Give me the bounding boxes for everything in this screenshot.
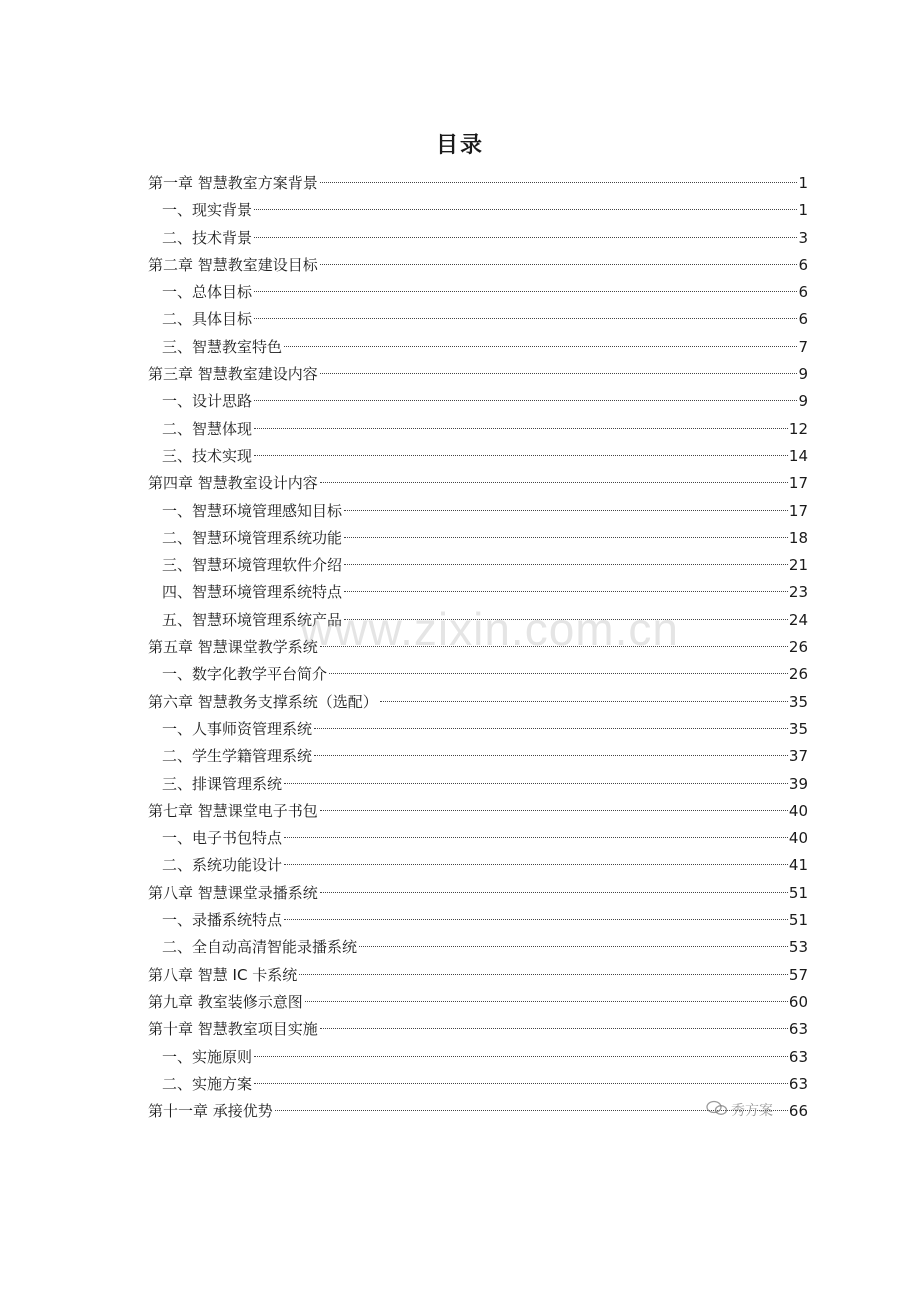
toc-entry-label: 一、实施原则 [162, 1047, 253, 1066]
toc-entry[interactable] [148, 634, 808, 661]
toc-entry-label: 第八章 智慧课堂录播系统 [148, 883, 318, 902]
toc-entry-page-number: 18 [788, 528, 808, 547]
toc-entry[interactable] [148, 689, 808, 716]
toc-entry-page-number: 6 [798, 283, 808, 302]
toc-entry-label: 二、技术背景 [162, 228, 253, 247]
toc-entry[interactable] [148, 1016, 808, 1043]
toc-entry[interactable] [148, 743, 808, 770]
toc-entry-label: 二、智慧环境管理系统功能 [162, 528, 343, 547]
toc-entry[interactable] [148, 361, 808, 388]
toc-entry-page-number: 12 [788, 419, 808, 438]
toc-entry[interactable] [148, 579, 808, 606]
toc-entry-label: 三、智慧环境管理软件介绍 [162, 556, 343, 575]
toc-entry-page-number: 14 [788, 446, 808, 465]
toc-entry[interactable] [148, 225, 808, 252]
dot-leader [359, 946, 788, 947]
toc-entry-page-number: 24 [788, 610, 808, 629]
toc-entry-page-number: 35 [788, 719, 808, 738]
toc-entry[interactable] [148, 962, 808, 989]
toc-entry-label: 第七章 智慧课堂电子书包 [148, 801, 318, 820]
dot-leader [344, 537, 788, 538]
dot-leader [284, 919, 788, 920]
toc-entry[interactable] [148, 279, 808, 306]
toc-entry[interactable] [148, 934, 808, 961]
toc-entry[interactable] [148, 607, 808, 634]
toc-entry[interactable] [148, 443, 808, 470]
toc-entry[interactable] [148, 1044, 808, 1071]
toc-entry-label: 一、电子书包特点 [162, 829, 283, 848]
dot-leader [254, 291, 797, 292]
dot-leader [254, 209, 797, 210]
dot-leader [254, 455, 788, 456]
toc-entry-label: 一、总体目标 [162, 283, 253, 302]
dot-leader [320, 1028, 788, 1029]
toc-entry-label: 一、录播系统特点 [162, 911, 283, 930]
toc-entry-page-number: 39 [788, 774, 808, 793]
dot-leader [320, 482, 788, 483]
toc-entry[interactable] [148, 306, 808, 333]
dot-leader [344, 510, 788, 511]
toc-entry[interactable] [148, 661, 808, 688]
toc-entry-label: 一、智慧环境管理感知目标 [162, 501, 343, 520]
toc-entry-page-number: 1 [798, 201, 808, 220]
dot-leader [314, 728, 788, 729]
dot-leader [254, 400, 797, 401]
dot-leader [380, 701, 788, 702]
toc-entry-page-number: 1 [798, 174, 808, 192]
toc-entry-label: 第九章 教室装修示意图 [148, 992, 303, 1011]
dot-leader [254, 318, 797, 319]
toc-entry-label: 第一章 智慧教室方案背景 [148, 174, 318, 192]
dot-leader [305, 1001, 788, 1002]
dot-leader [299, 974, 788, 975]
toc-entry-label: 第八章 智慧 IC 卡系统 [148, 965, 298, 984]
dot-leader [254, 237, 797, 238]
dot-leader [320, 892, 788, 893]
toc-entry[interactable] [148, 880, 808, 907]
toc-entry-page-number: 26 [788, 638, 808, 657]
dot-leader [344, 591, 788, 592]
toc-entry[interactable] [148, 716, 808, 743]
toc-entry[interactable] [148, 798, 808, 825]
toc-entry-page-number: 51 [788, 883, 808, 902]
dot-leader [320, 264, 798, 265]
toc-entry[interactable] [148, 388, 808, 415]
toc-entry-page-number: 60 [788, 992, 808, 1011]
toc-entry-page-number: 63 [788, 1020, 808, 1039]
toc-entry-label: 四、智慧环境管理系统特点 [162, 583, 343, 602]
toc-entry-label: 第五章 智慧课堂教学系统 [148, 638, 318, 657]
dot-leader [320, 182, 798, 183]
dot-leader [344, 564, 788, 565]
toc-entry-label: 三、技术实现 [162, 446, 253, 465]
toc-entry[interactable] [148, 170, 808, 197]
toc-entry[interactable] [148, 989, 808, 1016]
dot-leader [284, 864, 788, 865]
toc-entry-page-number: 7 [798, 337, 808, 356]
toc-entry-page-number: 40 [788, 801, 808, 820]
stamp-text: 秀方案 [731, 1103, 773, 1119]
toc-entry-page-number: 41 [788, 856, 808, 875]
toc-entry-page-number: 6 [798, 255, 808, 274]
dot-leader [329, 673, 788, 674]
toc-entry-page-number: 63 [788, 1074, 808, 1093]
toc-entry[interactable] [148, 771, 808, 798]
toc-entry-label: 三、智慧教室特色 [162, 337, 283, 356]
dot-leader [284, 346, 797, 347]
toc-entry-page-number: 26 [788, 665, 808, 684]
toc-entry-label: 第二章 智慧教室建设目标 [148, 255, 318, 274]
toc-entry-page-number: 23 [788, 583, 808, 602]
page-title: 目录 [435, 133, 484, 158]
toc-entry-label: 第十章 智慧教室项目实施 [148, 1020, 318, 1039]
toc-entry-label: 二、全自动高清智能录播系统 [162, 938, 358, 957]
toc-entry[interactable] [148, 470, 808, 497]
toc-entry-label: 三、排课管理系统 [162, 774, 283, 793]
toc-entry[interactable] [148, 252, 808, 279]
toc-entry-page-number: 53 [788, 938, 808, 957]
toc-entry[interactable] [148, 197, 808, 224]
toc-entry[interactable] [148, 1071, 808, 1098]
dot-leader [320, 810, 788, 811]
toc-entry-label: 第六章 智慧教务支撑系统（选配） [148, 692, 378, 711]
toc-entry-label: 第三章 智慧教室建设内容 [148, 365, 318, 384]
toc-entry-label: 二、学生学籍管理系统 [162, 747, 313, 766]
toc-entry-page-number: 35 [788, 692, 808, 711]
dot-leader [254, 1056, 788, 1057]
toc-entry-page-number: 63 [788, 1047, 808, 1066]
toc-entry-page-number: 37 [788, 747, 808, 766]
toc-entry[interactable] [148, 825, 808, 852]
toc-entry-page-number: 9 [798, 365, 808, 384]
toc-entry[interactable] [148, 416, 808, 443]
dot-leader [320, 373, 798, 374]
toc-entry-label: 二、具体目标 [162, 310, 253, 329]
toc-entry-page-number: 3 [798, 228, 808, 247]
toc-entry-label: 一、人事师资管理系统 [162, 719, 313, 738]
dot-leader [314, 755, 788, 756]
dot-leader [254, 428, 788, 429]
dot-leader [344, 619, 788, 620]
toc-entry-label: 五、智慧环境管理系统产品 [162, 610, 343, 629]
toc-entry-label: 二、智慧体现 [162, 419, 253, 438]
toc-entry-page-number: 57 [788, 965, 808, 984]
toc-entry-page-number: 17 [788, 501, 808, 520]
toc-entry-label: 二、系统功能设计 [162, 856, 283, 875]
toc-entry-label: 一、数字化教学平台简介 [162, 665, 328, 684]
watermark: www.zixin.com.cn [300, 603, 679, 655]
toc-entry-page-number: 17 [788, 474, 808, 493]
dot-leader [284, 783, 788, 784]
table-of-contents [148, 170, 808, 1125]
toc-entry[interactable] [148, 852, 808, 879]
toc-entry-page-number: 40 [788, 829, 808, 848]
toc-entry[interactable] [148, 907, 808, 934]
toc-entry[interactable] [148, 334, 808, 361]
toc-entry[interactable] [148, 525, 808, 552]
toc-entry-label: 一、设计思路 [162, 392, 253, 411]
source-stamp [706, 1100, 773, 1120]
toc-entry[interactable] [148, 498, 808, 525]
toc-entry[interactable] [148, 552, 808, 579]
dot-leader [284, 837, 788, 838]
toc-entry-page-number: 6 [798, 310, 808, 329]
toc-entry-label: 第四章 智慧教室设计内容 [148, 474, 318, 493]
wechat-icon [706, 1100, 728, 1120]
toc-entry-page-number: 51 [788, 911, 808, 930]
toc-entry-page-number: 21 [788, 556, 808, 575]
dot-leader [254, 1083, 788, 1084]
toc-entry-label: 二、实施方案 [162, 1074, 253, 1093]
dot-leader [320, 646, 788, 647]
toc-entry-label: 一、现实背景 [162, 201, 253, 220]
toc-entry-page-number: 66 [788, 1102, 808, 1121]
toc-entry-label: 第十一章 承接优势 [148, 1102, 273, 1121]
toc-entry-page-number: 9 [798, 392, 808, 411]
